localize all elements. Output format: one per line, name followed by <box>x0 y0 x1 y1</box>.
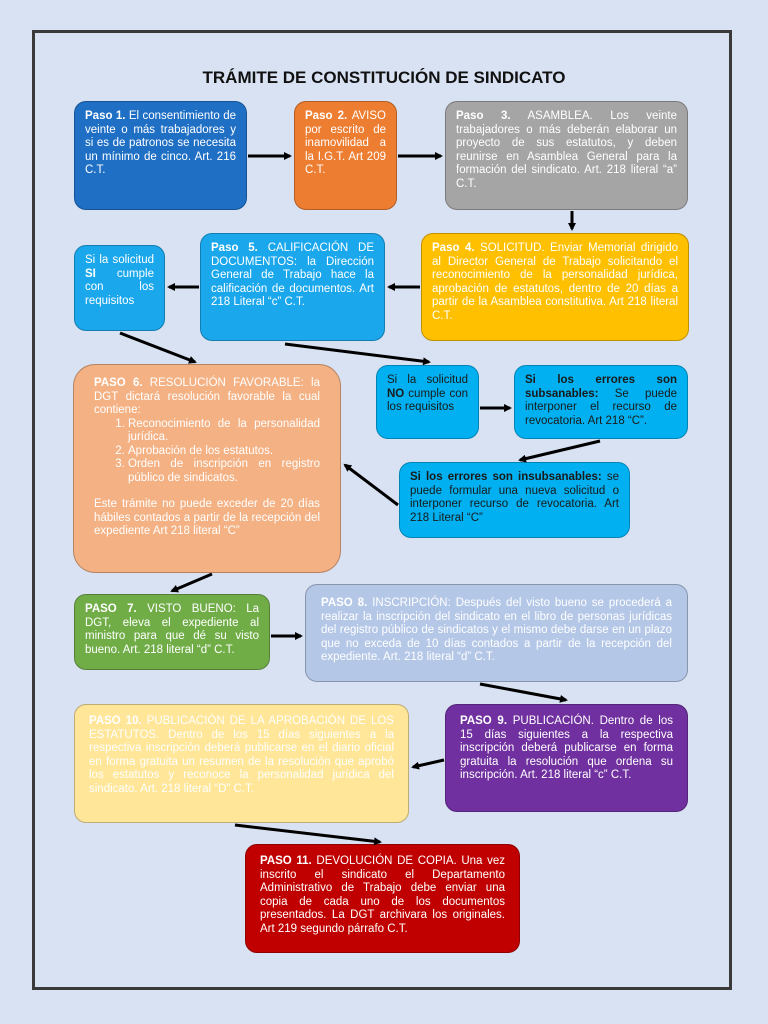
arrow-9-to-10 <box>413 760 444 767</box>
diagram-title: TRÁMITE DE CONSTITUCIÓN DE SINDICATO <box>202 68 566 87</box>
step-5-label: Paso 5. <box>211 242 258 254</box>
step-6-footer: Este trámite no puede exceder de 20 días hábiles contados a partir de la recepción del expediente Art 218 literal “C” <box>94 498 320 537</box>
arrow-5-to-no <box>285 344 429 362</box>
step-10-text: PUBLICACIÓN DE LA APROBACIÓN DE LOS ESTATUTOS. Dentro de los 15 días siguientes a la respectiva inscripción deberá publicarse en el diario oficial en forma gratuita un resumen de la resolución que aprobó los estatutos y reconoce la personalidad jurídica del sindicato. Art. 218 literal “D” C.T. <box>89 715 394 795</box>
step-3-label: Paso 3. <box>456 110 511 122</box>
step-6-item-3: 3. Orden de inscripción en registro público de sindicatos. <box>128 458 320 485</box>
step-11-label: PASO 11. <box>260 855 312 867</box>
arrow-sub-to-insub <box>520 441 600 460</box>
step-7-label: PASO 7. <box>85 603 137 615</box>
no-cumple-post: cumple con los requisitos <box>387 387 468 413</box>
step-2-label: Paso 2. <box>305 110 348 122</box>
arrow-si-to-6 <box>120 333 195 362</box>
no-cumple-pre: Si la solicitud <box>387 374 468 386</box>
insubsanables-bold: Si los errores son insubsanables: <box>410 471 602 483</box>
no-cumple-bold: NO <box>387 387 405 400</box>
step-10-label: PASO 10. <box>89 715 142 727</box>
step-2-text: AVISO por escrito de inamovilidad a la I.G.T. Art 209 C.T. <box>305 110 386 176</box>
step-1-text: El consentimiento de veinte o más trabajadores y si es de patronos se necesita un mínimo de cinco. Art. 216 C.T. <box>85 110 236 176</box>
step-1-label: Paso 1. <box>85 110 126 122</box>
insubsanables-text: se puede formular una nueva solicitud o interponer recurso de revocatoria. Art 218 Literal “C” <box>410 471 620 524</box>
subsanables-text: Se puede interponer el recurso de revocatoria. Art 218 “C”. <box>525 387 677 427</box>
step-6-item-1: 1. Reconocimiento de la personalidad jurídica. <box>128 418 320 445</box>
subsanables-bold: Si los errores son subsanables: <box>525 374 677 400</box>
arrow-insub-to-6 <box>345 465 398 505</box>
step-4-text: SOLICITUD. Enviar Memorial dirigido al Director General de Trabajo solicitando el reconocimiento de la personalidad jurídica, aprobación de estatutos, dentro de 20 días a partir de la Asamblea constitutiva. Art 218 literal C.T. <box>432 242 678 322</box>
arrow-10-to-11 <box>235 825 380 842</box>
step-9-label: PASO 9. <box>460 715 508 727</box>
step-6-label: PASO 6. <box>94 377 143 389</box>
step-6-item-2: 2. Aprobación de los estatutos. <box>128 445 320 459</box>
step-9-text: PUBLICACIÓN. Dentro de los 15 días siguientes a la respectiva inscripción deberá publicarse en forma gratuita la resolución que ordena su inscripción. Art. 218 literal “c” C.T. <box>460 715 673 781</box>
arrow-6-to-7 <box>172 574 212 591</box>
arrow-8-to-9 <box>480 684 566 700</box>
si-cumple-post: cumple con los requisitos <box>85 267 154 307</box>
step-5-text: CALIFICACIÓN DE DOCUMENTOS: la Dirección General de Trabajo hace la calificación de documentos. Art 218 Literal “c” C.T. <box>211 242 374 308</box>
si-cumple-bold: SI <box>85 267 96 280</box>
step-6-text: RESOLUCIÓN FAVORABLE: la DGT dictará resolución favorable la cual contiene: <box>94 377 320 416</box>
si-cumple-pre: Si la solicitud <box>85 254 154 266</box>
step-7-text: VISTO BUENO: La DGT, eleva el expediente al ministro para que dé su visto bueno. Art. 218 literal “d” C.T. <box>85 603 259 656</box>
step-4-label: Paso 4. <box>432 242 475 254</box>
step-8-label: PASO 8. <box>321 597 368 609</box>
step-8-text: INSCRIPCIÓN: Después del visto bueno se procederá a realizar la inscripción del sindicato en el libro de personas jurídicas del registro público de sindicatos y el mismo debe darse en un plazo que no exceda de 10 días contados a partir de la recepción del expediente. Art. 218 literal “d” C.T. <box>321 597 672 663</box>
step-11-text: DEVOLUCIÓN DE COPIA. Una vez inscrito el sindicato el Departamento Administrativo de Trabajo debe enviar una copia de cada uno de los documentos presentados. La DGT archivara los originales. Art 219 segundo párrafo C.T. <box>260 855 505 935</box>
step-3-text: ASAMBLEA. Los veinte trabajadores o más deberán elaborar un proyecto de sus estatutos, y deben reunirse en Asamblea General para la formación del sindicato. Art. 218 literal “a” C.T. <box>456 110 677 190</box>
